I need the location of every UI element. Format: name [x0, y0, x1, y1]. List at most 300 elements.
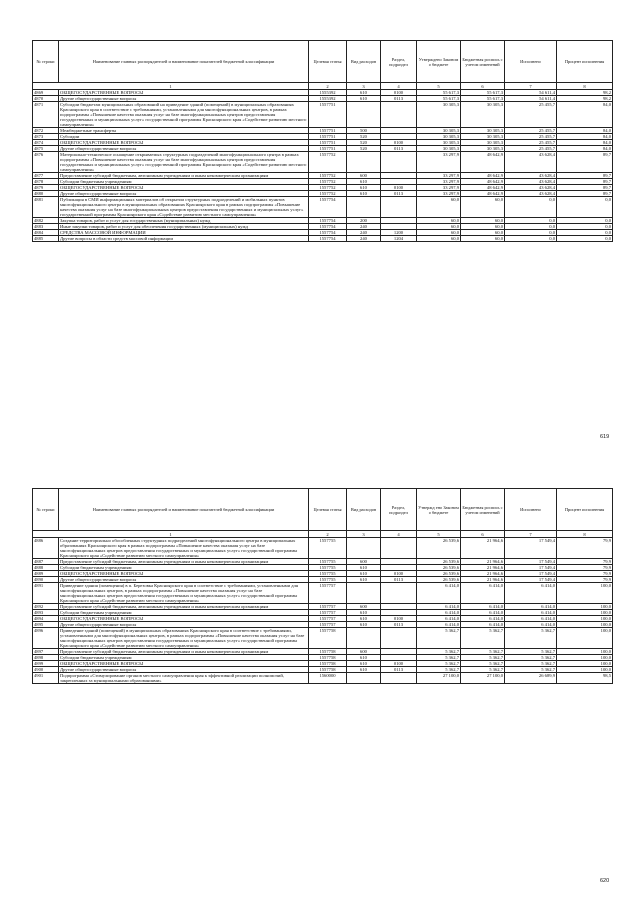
percent-cell: 84,0 — [557, 134, 613, 140]
header-row-number: № строки — [33, 41, 59, 83]
section-cell — [381, 152, 417, 173]
row-name-cell: Субсидии бюджетным учреждениям — [59, 179, 309, 185]
expense-type-cell: 610 — [347, 610, 381, 616]
row-number-cell: 4875 — [33, 146, 59, 152]
percent-cell: 79,9 — [557, 571, 613, 577]
approved-amount-cell: 30 305,3 — [417, 140, 461, 146]
budget-list-amount-cell: 48 642,9 — [461, 179, 505, 185]
section-cell: 0113 — [381, 577, 417, 583]
row-name-cell: Подпрограмма «Стимулирование органов местного самоуправления края к эффективной реализации полномочий, закрепленных за муниципальными образованиями» — [59, 673, 309, 684]
section-cell: 0100 — [381, 140, 417, 146]
header-row-number: № строки — [33, 489, 59, 531]
row-number-cell: 4899 — [33, 661, 59, 667]
target-article-cell: 1557757 — [309, 610, 347, 616]
percent-cell: 79,9 — [557, 538, 613, 559]
row-name-cell: Субсидии — [59, 134, 309, 140]
executed-amount-cell: 17 549,4 — [505, 577, 557, 583]
row-name-cell: ОБЩЕГОСУДАРСТВЕННЫЕ ВОПРОСЫ — [59, 140, 309, 146]
percent-cell: 84,0 — [557, 146, 613, 152]
executed-amount-cell: 6 414,0 — [505, 610, 557, 616]
executed-amount-cell: 6 414,0 — [505, 583, 557, 604]
executed-amount-cell: 43 628,4 — [505, 152, 557, 173]
expense-type-cell: 610 — [347, 185, 381, 191]
executed-amount-cell: 17 549,4 — [505, 559, 557, 565]
section-cell: 0113 — [381, 622, 417, 628]
target-article-cell: 1557751 — [309, 128, 347, 134]
row-name-cell: ОБЩЕГОСУДАРСТВЕННЫЕ ВОПРОСЫ — [59, 661, 309, 667]
executed-amount-cell: 0,0 — [505, 197, 557, 218]
section-cell: 0100 — [381, 616, 417, 622]
header-budget-list: Бюджетная роспись с учетом изменений — [461, 41, 505, 83]
approved-amount-cell: 33 297,9 — [417, 191, 461, 197]
target-article-cell: 1557752 — [309, 179, 347, 185]
header-name: Наименование главных распорядителей и наименование показателей бюджетной классификации — [59, 489, 309, 531]
executed-amount-cell: 17 549,4 — [505, 571, 557, 577]
approved-amount-cell: 26 539,6 — [417, 538, 461, 559]
target-article-cell: 1557758 — [309, 649, 347, 655]
col-number: 1 — [33, 531, 309, 538]
budget-list-amount-cell: 60,0 — [461, 230, 505, 236]
budget-list-amount-cell: 5 362,7 — [461, 649, 505, 655]
row-name-cell: Предоставление субсидий бюджетным, автономным учреждениям и иным некоммерческим организациям — [59, 559, 309, 565]
col-number: 5 — [417, 531, 461, 538]
percent-cell: 79,9 — [557, 565, 613, 571]
approved-amount-cell: 5 362,7 — [417, 649, 461, 655]
table-header-row — [33, 489, 613, 531]
target-article-cell: 1557757 — [309, 583, 347, 604]
expense-type-cell: 610 — [347, 179, 381, 185]
budget-list-amount-cell: 6 414,0 — [461, 622, 505, 628]
section-cell: 1200 — [381, 230, 417, 236]
col-number: 3 — [347, 83, 381, 90]
executed-amount-cell: 25 455,7 — [505, 128, 557, 134]
executed-amount-cell: 5 362,7 — [505, 655, 557, 661]
col-number: 6 — [461, 531, 505, 538]
executed-amount-cell: 5 362,7 — [505, 667, 557, 673]
section-cell: 0113 — [381, 96, 417, 102]
col-number: 3 — [347, 531, 381, 538]
header-percent: Процент исполнения — [557, 489, 613, 531]
budget-list-amount-cell: 6 414,0 — [461, 610, 505, 616]
col-number: 6 — [461, 83, 505, 90]
executed-amount-cell: 5 362,7 — [505, 628, 557, 649]
executed-amount-cell: 5 362,7 — [505, 661, 557, 667]
percent-cell: 79,9 — [557, 559, 613, 565]
target-article-cell: 1557754 — [309, 224, 347, 230]
percent-cell: 100,0 — [557, 583, 613, 604]
expense-type-cell: 520 — [347, 134, 381, 140]
target-article-cell: 1560000 — [309, 673, 347, 684]
target-article-cell: 1557751 — [309, 140, 347, 146]
executed-amount-cell: 43 628,4 — [505, 173, 557, 179]
col-number: 2 — [309, 83, 347, 90]
target-article-cell: 1557755 — [309, 565, 347, 571]
budget-table-page-620 — [32, 488, 613, 684]
target-article-cell: 1557758 — [309, 655, 347, 661]
row-name-cell: ОБЩЕГОСУДАРСТВЕННЫЕ ВОПРОСЫ — [59, 185, 309, 191]
approved-amount-cell: 6 414,0 — [417, 604, 461, 610]
budget-list-amount-cell: 30 305,3 — [461, 102, 505, 128]
row-number-cell: 4877 — [33, 173, 59, 179]
row-number-cell: 4898 — [33, 655, 59, 661]
approved-amount-cell: 33 297,9 — [417, 152, 461, 173]
row-number-cell: 4885 — [33, 236, 59, 242]
table-row — [33, 673, 613, 684]
expense-type-cell: 610 — [347, 655, 381, 661]
row-number-cell: 4892 — [33, 604, 59, 610]
percent-cell: 84,0 — [557, 140, 613, 146]
row-name-cell: Предоставление субсидий бюджетным, автономным учреждениям и иным некоммерческим организациям — [59, 649, 309, 655]
percent-cell: 98,2 — [557, 96, 613, 102]
expense-type-cell: 600 — [347, 604, 381, 610]
expense-type-cell: 610 — [347, 661, 381, 667]
row-number-cell: 4891 — [33, 583, 59, 604]
section-cell: 1204 — [381, 236, 417, 242]
row-number-cell: 4876 — [33, 152, 59, 173]
expense-type-cell — [347, 197, 381, 218]
expense-type-cell — [347, 628, 381, 649]
section-cell: 0113 — [381, 146, 417, 152]
row-number-cell: 4893 — [33, 610, 59, 616]
row-name-cell: Субсидии бюджетным учреждениям — [59, 610, 309, 616]
row-number-cell: 4896 — [33, 628, 59, 649]
target-article-cell: 1557758 — [309, 628, 347, 649]
header-target-article: Целевая статья — [309, 41, 347, 83]
row-name-cell: Субсидии бюджетным учреждениям — [59, 655, 309, 661]
expense-type-cell: 600 — [347, 173, 381, 179]
approved-amount-cell: 6 414,0 — [417, 583, 461, 604]
target-article-cell: 1557751 — [309, 102, 347, 128]
row-number-cell: 4897 — [33, 649, 59, 655]
section-cell — [381, 197, 417, 218]
header-percent: Процент исполнения — [557, 41, 613, 83]
section-cell: 0100 — [381, 661, 417, 667]
target-article-cell: 1557754 — [309, 197, 347, 218]
section-cell — [381, 628, 417, 649]
row-name-cell: Другие общегосударственные вопросы — [59, 146, 309, 152]
target-article-cell: 1557754 — [309, 236, 347, 242]
percent-cell: 0,0 — [557, 218, 613, 224]
expense-type-cell: 520 — [347, 146, 381, 152]
approved-amount-cell: 30 305,3 — [417, 128, 461, 134]
approved-amount-cell: 26 539,6 — [417, 559, 461, 565]
table-row — [33, 102, 613, 128]
row-number-cell: 4895 — [33, 622, 59, 628]
percent-cell: 0,0 — [557, 197, 613, 218]
percent-cell: 100,0 — [557, 628, 613, 649]
executed-amount-cell: 43 628,4 — [505, 185, 557, 191]
row-name-cell: Другие вопросы в области средств массовой информации — [59, 236, 309, 242]
percent-cell: 84,0 — [557, 128, 613, 134]
percent-cell: 100,0 — [557, 661, 613, 667]
target-article-cell: 1557755 — [309, 538, 347, 559]
row-number-cell: 4889 — [33, 571, 59, 577]
section-cell — [381, 102, 417, 128]
row-name-cell: Приведение зданий (помещений) в муниципальных образованиях Красноярского края в соответствие с требованиями, установленными для многофункциональных центров, в рамках подпрограммы «Повышение качества оказания услуг на базе многофункциональных центров предоставления государственных и муниципальных услуг» государственной программы Красноярского края «Содействие развитию местного самоуправления» — [59, 628, 309, 649]
executed-amount-cell: 25 455,7 — [505, 146, 557, 152]
expense-type-cell: 200 — [347, 218, 381, 224]
executed-amount-cell: 0,0 — [505, 230, 557, 236]
expense-type-cell: 610 — [347, 622, 381, 628]
percent-cell: 100,0 — [557, 667, 613, 673]
approved-amount-cell: 55 617,3 — [417, 90, 461, 96]
budget-list-amount-cell: 6 414,0 — [461, 616, 505, 622]
expense-type-cell: 600 — [347, 649, 381, 655]
section-cell: 0100 — [381, 185, 417, 191]
section-cell — [381, 673, 417, 684]
expense-type-cell — [347, 152, 381, 173]
executed-amount-cell: 43 628,4 — [505, 179, 557, 185]
table-row — [33, 583, 613, 604]
expense-type-cell: 520 — [347, 140, 381, 146]
row-number-cell: 4884 — [33, 230, 59, 236]
target-article-cell: 1557752 — [309, 191, 347, 197]
row-name-cell: ОБЩЕГОСУДАРСТВЕННЫЕ ВОПРОСЫ — [59, 90, 309, 96]
column-number-row — [33, 531, 613, 538]
approved-amount-cell: 55 617,3 — [417, 96, 461, 102]
target-article-cell: 1557757 — [309, 622, 347, 628]
budget-list-amount-cell: 6 414,0 — [461, 604, 505, 610]
executed-amount-cell: 43 628,4 — [505, 191, 557, 197]
col-number: 8 — [557, 531, 613, 538]
target-article-cell: 1557757 — [309, 604, 347, 610]
column-number-row — [33, 83, 613, 90]
expense-type-cell: 610 — [347, 571, 381, 577]
budget-list-amount-cell: 5 362,7 — [461, 661, 505, 667]
expense-type-cell: 610 — [347, 90, 381, 96]
executed-amount-cell: 54 611,4 — [505, 96, 557, 102]
row-number-cell: 4879 — [33, 185, 59, 191]
row-number-cell: 4872 — [33, 128, 59, 134]
target-article-cell: 1557757 — [309, 616, 347, 622]
row-number-cell: 4888 — [33, 565, 59, 571]
row-number-cell: 4873 — [33, 134, 59, 140]
expense-type-cell: 240 — [347, 224, 381, 230]
row-name-cell: Предоставление субсидий бюджетным, автономным учреждениям и иным некоммерческим организациям — [59, 604, 309, 610]
expense-type-cell: 500 — [347, 128, 381, 134]
target-article-cell: 1557754 — [309, 218, 347, 224]
expense-type-cell: 610 — [347, 667, 381, 673]
row-number-cell: 4886 — [33, 538, 59, 559]
percent-cell: 100,0 — [557, 655, 613, 661]
row-number-cell: 4871 — [33, 102, 59, 128]
target-article-cell: 1557754 — [309, 230, 347, 236]
header-executed: Исполнено — [505, 41, 557, 83]
table-header-row — [33, 41, 613, 83]
budget-list-amount-cell: 60,0 — [461, 197, 505, 218]
row-number-cell: 4887 — [33, 559, 59, 565]
section-cell: 0100 — [381, 571, 417, 577]
table-body — [33, 538, 613, 684]
row-name-cell: Приведение здания (помещения) в п. Березовка Красноярского края в соответствие с требованиями, установленными для многофункциональных центров, в рамках подпрограммы «Повышение качества оказания услуг на базе многофункциональных центров предоставления государственных и муниципальных услуг» государственной программы Красноярского края «Содействие развитию местного самоуправления» — [59, 583, 309, 604]
budget-list-amount-cell: 21 964,6 — [461, 559, 505, 565]
executed-amount-cell: 0,0 — [505, 224, 557, 230]
row-number-cell: 4901 — [33, 673, 59, 684]
row-name-cell: Другие общегосударственные вопросы — [59, 622, 309, 628]
approved-amount-cell: 5 362,7 — [417, 667, 461, 673]
percent-cell: 89,7 — [557, 185, 613, 191]
expense-type-cell — [347, 102, 381, 128]
target-article-cell: 1557758 — [309, 661, 347, 667]
row-name-cell: Закупка товаров, работ и услуг для государственных (муниципальных) нужд — [59, 218, 309, 224]
row-number-cell: 4881 — [33, 197, 59, 218]
expense-type-cell: 610 — [347, 565, 381, 571]
target-article-cell: 1555392 — [309, 90, 347, 96]
col-number: 1 — [33, 83, 309, 90]
executed-amount-cell: 6 414,0 — [505, 616, 557, 622]
approved-amount-cell: 6 414,0 — [417, 616, 461, 622]
budget-list-amount-cell: 60,0 — [461, 224, 505, 230]
row-name-cell: ОБЩЕГОСУДАРСТВЕННЫЕ ВОПРОСЫ — [59, 571, 309, 577]
header-approved: Утверждено Законом о бюджете — [417, 41, 461, 83]
percent-cell: 89,7 — [557, 152, 613, 173]
executed-amount-cell: 17 549,4 — [505, 538, 557, 559]
percent-cell: 0,0 — [557, 236, 613, 242]
approved-amount-cell: 30 305,3 — [417, 134, 461, 140]
header-expense-type: Вид расходов — [347, 41, 381, 83]
target-article-cell: 1557751 — [309, 134, 347, 140]
budget-list-amount-cell: 55 617,3 — [461, 90, 505, 96]
target-article-cell: 1555392 — [309, 96, 347, 102]
budget-list-amount-cell: 30 305,3 — [461, 134, 505, 140]
budget-list-amount-cell: 30 305,3 — [461, 146, 505, 152]
col-number: 7 — [505, 531, 557, 538]
approved-amount-cell: 33 297,9 — [417, 185, 461, 191]
executed-amount-cell: 25 455,7 — [505, 140, 557, 146]
col-number: 4 — [381, 531, 417, 538]
section-cell — [381, 538, 417, 559]
executed-amount-cell: 25 455,7 — [505, 102, 557, 128]
row-name-cell: Материально-техническое оснащение открываемых структурных подразделений многофункционального центра в рамках подпрограммы «Повышение качества оказания услуг на базе многофункциональных центров предоставления государственных и муниципальных услуг» государственной программы Красноярского края «Содействие развитию местного самоуправления» — [59, 152, 309, 173]
approved-amount-cell: 5 362,7 — [417, 655, 461, 661]
table-row — [33, 197, 613, 218]
header-executed: Исполнено — [505, 489, 557, 531]
col-number: 8 — [557, 83, 613, 90]
budget-list-amount-cell: 5 362,7 — [461, 628, 505, 649]
approved-amount-cell: 60,0 — [417, 218, 461, 224]
budget-list-amount-cell: 48 642,9 — [461, 173, 505, 179]
executed-amount-cell: 0,0 — [505, 236, 557, 242]
expense-type-cell: 610 — [347, 577, 381, 583]
target-article-cell: 1557755 — [309, 577, 347, 583]
page-number: 619 — [600, 434, 610, 440]
header-name: Наименование главных распорядителей и наименование показателей бюджетной классификации — [59, 41, 309, 83]
approved-amount-cell: 33 297,9 — [417, 173, 461, 179]
budget-list-amount-cell: 48 642,9 — [461, 185, 505, 191]
approved-amount-cell: 30 305,3 — [417, 146, 461, 152]
target-article-cell: 1557755 — [309, 571, 347, 577]
percent-cell: 89,7 — [557, 191, 613, 197]
percent-cell: 100,0 — [557, 622, 613, 628]
row-name-cell: Другие общегосударственные вопросы — [59, 577, 309, 583]
target-article-cell: 1557752 — [309, 152, 347, 173]
percent-cell: 100,0 — [557, 604, 613, 610]
expense-type-cell: 600 — [347, 559, 381, 565]
target-article-cell: 1557755 — [309, 559, 347, 565]
budget-list-amount-cell: 30 305,3 — [461, 140, 505, 146]
header-target-article: Целевая статья — [309, 489, 347, 531]
executed-amount-cell: 6 414,0 — [505, 622, 557, 628]
table-row — [33, 152, 613, 173]
percent-cell: 0,0 — [557, 224, 613, 230]
percent-cell: 89,7 — [557, 173, 613, 179]
budget-list-amount-cell: 27 100,0 — [461, 673, 505, 684]
percent-cell: 100,0 — [557, 610, 613, 616]
approved-amount-cell: 26 539,6 — [417, 565, 461, 571]
table-body — [33, 90, 613, 242]
row-name-cell: Создание территориально обособленных структурных подразделений многофункционального центра в муниципальных образованиях Красноярского края в рамках подпрограммы «Повышение качества оказания услуг на базе многофункциональных центров предоставления государственных и муниципальных услуг» государственной программы Красноярского края «Содействие развитию местного самоуправления» — [59, 538, 309, 559]
table-row — [33, 538, 613, 559]
percent-cell: 79,9 — [557, 577, 613, 583]
row-number-cell: 4874 — [33, 140, 59, 146]
header-section: Раздел, подраздел — [381, 41, 417, 83]
page-number: 620 — [600, 878, 610, 884]
approved-amount-cell: 60,0 — [417, 230, 461, 236]
executed-amount-cell: 6 414,0 — [505, 604, 557, 610]
budget-list-amount-cell: 30 305,3 — [461, 128, 505, 134]
row-name-cell: Другие общегосударственные вопросы — [59, 191, 309, 197]
executed-amount-cell: 17 549,4 — [505, 565, 557, 571]
col-number: 7 — [505, 83, 557, 90]
budget-list-amount-cell: 21 964,6 — [461, 538, 505, 559]
table-row — [33, 236, 613, 242]
approved-amount-cell: 60,0 — [417, 236, 461, 242]
row-number-cell: 4883 — [33, 224, 59, 230]
section-cell: 0113 — [381, 191, 417, 197]
percent-cell: 0,0 — [557, 230, 613, 236]
approved-amount-cell: 5 362,7 — [417, 628, 461, 649]
row-name-cell: Межбюджетные трансферты — [59, 128, 309, 134]
budget-list-amount-cell: 6 414,0 — [461, 583, 505, 604]
approved-amount-cell: 26 539,6 — [417, 577, 461, 583]
col-number: 5 — [417, 83, 461, 90]
approved-amount-cell: 30 305,3 — [417, 102, 461, 128]
percent-cell: 98,2 — [557, 90, 613, 96]
row-name-cell: Другие общегосударственные вопросы — [59, 96, 309, 102]
expense-type-cell — [347, 538, 381, 559]
approved-amount-cell: 60,0 — [417, 197, 461, 218]
row-name-cell: Предоставление субсидий бюджетным, автономным учреждениям и иным некоммерческим организациям — [59, 173, 309, 179]
target-article-cell: 1557758 — [309, 667, 347, 673]
budget-list-amount-cell: 48 642,9 — [461, 152, 505, 173]
row-number-cell: 4894 — [33, 616, 59, 622]
approved-amount-cell: 33 297,9 — [417, 179, 461, 185]
executed-amount-cell: 5 362,7 — [505, 649, 557, 655]
approved-amount-cell: 60,0 — [417, 224, 461, 230]
header-budget-list: Бюджетная роспись с учетом изменений — [461, 489, 505, 531]
budget-list-amount-cell: 21 964,6 — [461, 577, 505, 583]
header-expense-type: Вид расходов — [347, 489, 381, 531]
table-row — [33, 628, 613, 649]
row-number-cell: 4880 — [33, 191, 59, 197]
col-number: 2 — [309, 531, 347, 538]
target-article-cell: 1557751 — [309, 146, 347, 152]
row-name-cell: ОБЩЕГОСУДАРСТВЕННЫЕ ВОПРОСЫ — [59, 616, 309, 622]
expense-type-cell: 240 — [347, 236, 381, 242]
expense-type-cell — [347, 583, 381, 604]
executed-amount-cell: 54 611,4 — [505, 90, 557, 96]
executed-amount-cell: 26 689,9 — [505, 673, 557, 684]
expense-type-cell: 610 — [347, 191, 381, 197]
expense-type-cell — [347, 673, 381, 684]
budget-list-amount-cell: 21 964,6 — [461, 565, 505, 571]
expense-type-cell: 610 — [347, 616, 381, 622]
col-number: 4 — [381, 83, 417, 90]
row-number-cell: 4900 — [33, 667, 59, 673]
executed-amount-cell: 25 455,7 — [505, 134, 557, 140]
row-name-cell: СРЕДСТВА МАССОВОЙ ИНФОРМАЦИИ — [59, 230, 309, 236]
expense-type-cell: 240 — [347, 230, 381, 236]
